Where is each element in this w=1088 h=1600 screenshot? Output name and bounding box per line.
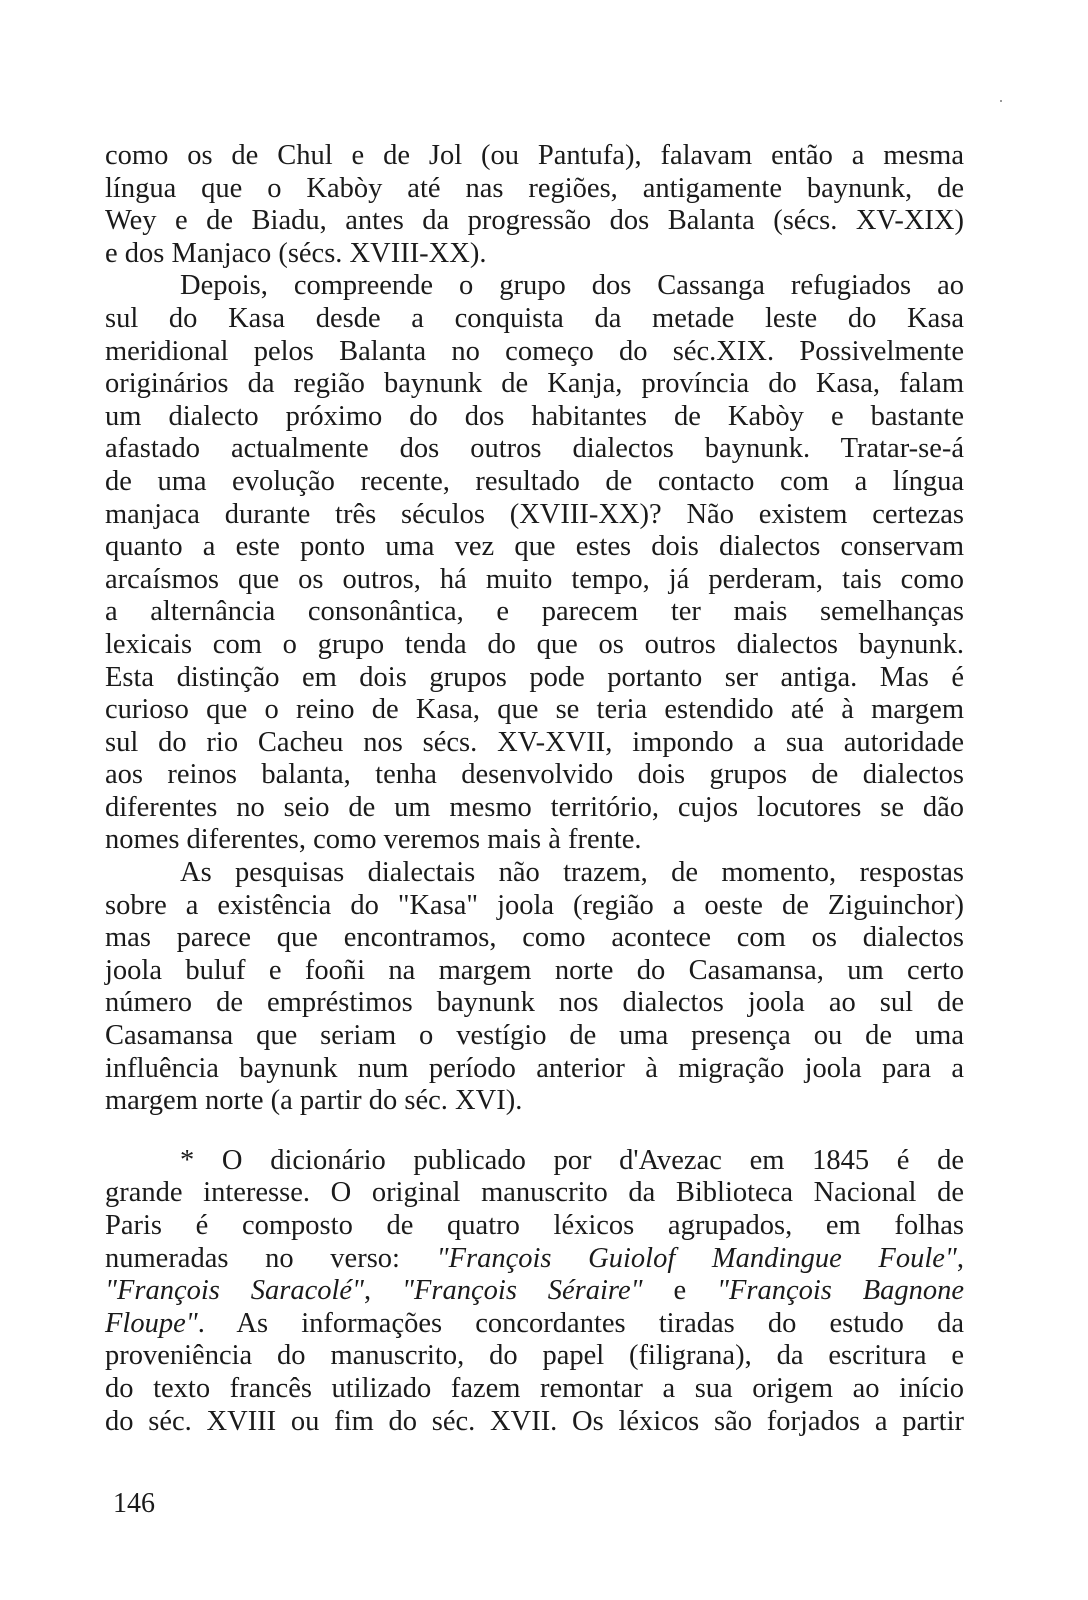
text-line: * O dicionário publicado por d'Avezac em 1845 é de (180, 1144, 964, 1176)
paragraph (105, 140, 964, 270)
text-segment: numeradas no verso: (105, 1242, 437, 1274)
text-line: e dos Manjaco (sécs. XVIII-XX). (105, 237, 487, 269)
text-line: As pesquisas dialectais não trazem, de momento, respostas (180, 857, 964, 889)
italic-title: "François Guiolof Mandingue Foule" (436, 1242, 957, 1274)
text-line: do texto francês utilizado fazem remontar a sua origem ao início (105, 1372, 964, 1404)
text-line: número de empréstimos baynunk nos dialectos joola ao sul de (105, 987, 964, 1019)
text-line: sul do Kasa desde a conquista da metade leste do Kasa (105, 302, 964, 334)
text-line: lexicais com o grupo tenda do que os outros dialectos baynunk. (105, 628, 964, 660)
text-line: Paris é composto de quatro léxicos agrupados, em folhas (105, 1210, 964, 1241)
text-line: diferentes no seio de um mesmo território, cujos locutores se dão (105, 791, 964, 823)
italic-title: "François Saracolé" (105, 1275, 365, 1307)
text-line: de uma evolução recente, resultado de contacto com a língua (105, 465, 964, 497)
text-line: arcaísmos que os outros, há muito tempo, já perderam, tais como (105, 563, 964, 595)
text-line: sul do rio Cacheu nos sécs. XV-XVII, impondo a sua autoridade (105, 726, 964, 758)
paragraph (105, 270, 964, 857)
paragraph (105, 857, 964, 1118)
page-number: 146 (113, 1488, 155, 1519)
text-line: sobre a existência do "Kasa" joola (região a oeste de Ziguinchor) (105, 889, 964, 921)
text-line: joola buluf e fooñi na margem norte do Casamansa, um certo (105, 954, 964, 986)
text-line: nomes diferentes, como veremos mais à frente. (105, 824, 642, 856)
text-segment: . As informações concordantes tiradas do estudo da (197, 1307, 964, 1339)
text-segment: , (956, 1242, 964, 1274)
text-segment: e (642, 1275, 717, 1307)
text-line: Depois, compreende o grupo dos Cassanga refugiados ao (180, 270, 964, 302)
text-line: afastado actualmente dos outros dialectos baynunk. Tratar-se-á (105, 433, 964, 465)
text-line: originários da região baynunk de Kanja, província do Kasa, falam (105, 368, 964, 400)
text-line: aos reinos balanta, tenha desenvolvido dois grupos de dialectos (105, 759, 964, 791)
text-line (105, 1308, 964, 1341)
text-segment: , (364, 1275, 403, 1307)
text-line: curioso que o reino de Kasa, que se teria estendido até à margem (105, 694, 964, 726)
scan-speck (1000, 100, 1002, 102)
italic-title: Floupe" (105, 1307, 198, 1339)
text-line: manjaca durante três séculos (XVIII-XX)? Não existem certezas (105, 498, 964, 530)
text-line: do séc. XVIII ou fim do séc. XVII. Os léxicos são forjados a partir (105, 1405, 964, 1437)
text-line: quanto a este ponto uma vez que estes dois dialectos conservam (105, 531, 964, 563)
text-line (105, 1275, 964, 1308)
text-line: um dialecto próximo do dos habitantes de Kabòy e bastante (105, 400, 964, 432)
paragraph (105, 1145, 964, 1438)
text-line: grande interesse. O original manuscrito da Biblioteca Nacional de (105, 1177, 964, 1209)
italic-title: "François Séraire" (402, 1275, 643, 1307)
text-line: língua que o Kabòy até nas regiões, antigamente baynunk, de (105, 172, 964, 204)
text-line: Wey e de Biadu, antes da progressão dos Balanta (sécs. XV-XIX) (105, 205, 964, 237)
text-line: a alternância consonântica, e parecem ter mais semelhanças (105, 596, 964, 628)
body-text (105, 140, 964, 1438)
text-line: meridional pelos Balanta no começo do séc.XIX. Possivelmente (105, 335, 964, 367)
italic-title: "François Bagnone (716, 1275, 965, 1307)
text-line (105, 1243, 964, 1276)
text-line: mas parece que encontramos, como acontece com os dialectos (105, 922, 964, 954)
text-line: proveniência do manuscrito, do papel (filigrana), da escritura e (105, 1340, 964, 1372)
text-line: influência baynunk num período anterior à migração joola para a (105, 1052, 964, 1084)
text-line: como os de Chul e de Jol (ou Pantufa), falavam então a mesma (105, 140, 964, 171)
text-line: margem norte (a partir do séc. XVI). (105, 1085, 523, 1117)
paragraph-gap (105, 1118, 964, 1145)
text-line: Esta distinção em dois grupos pode portanto ser antiga. Mas é (105, 661, 964, 693)
text-line: Casamansa que seriam o vestígio de uma presença ou de uma (105, 1020, 964, 1052)
